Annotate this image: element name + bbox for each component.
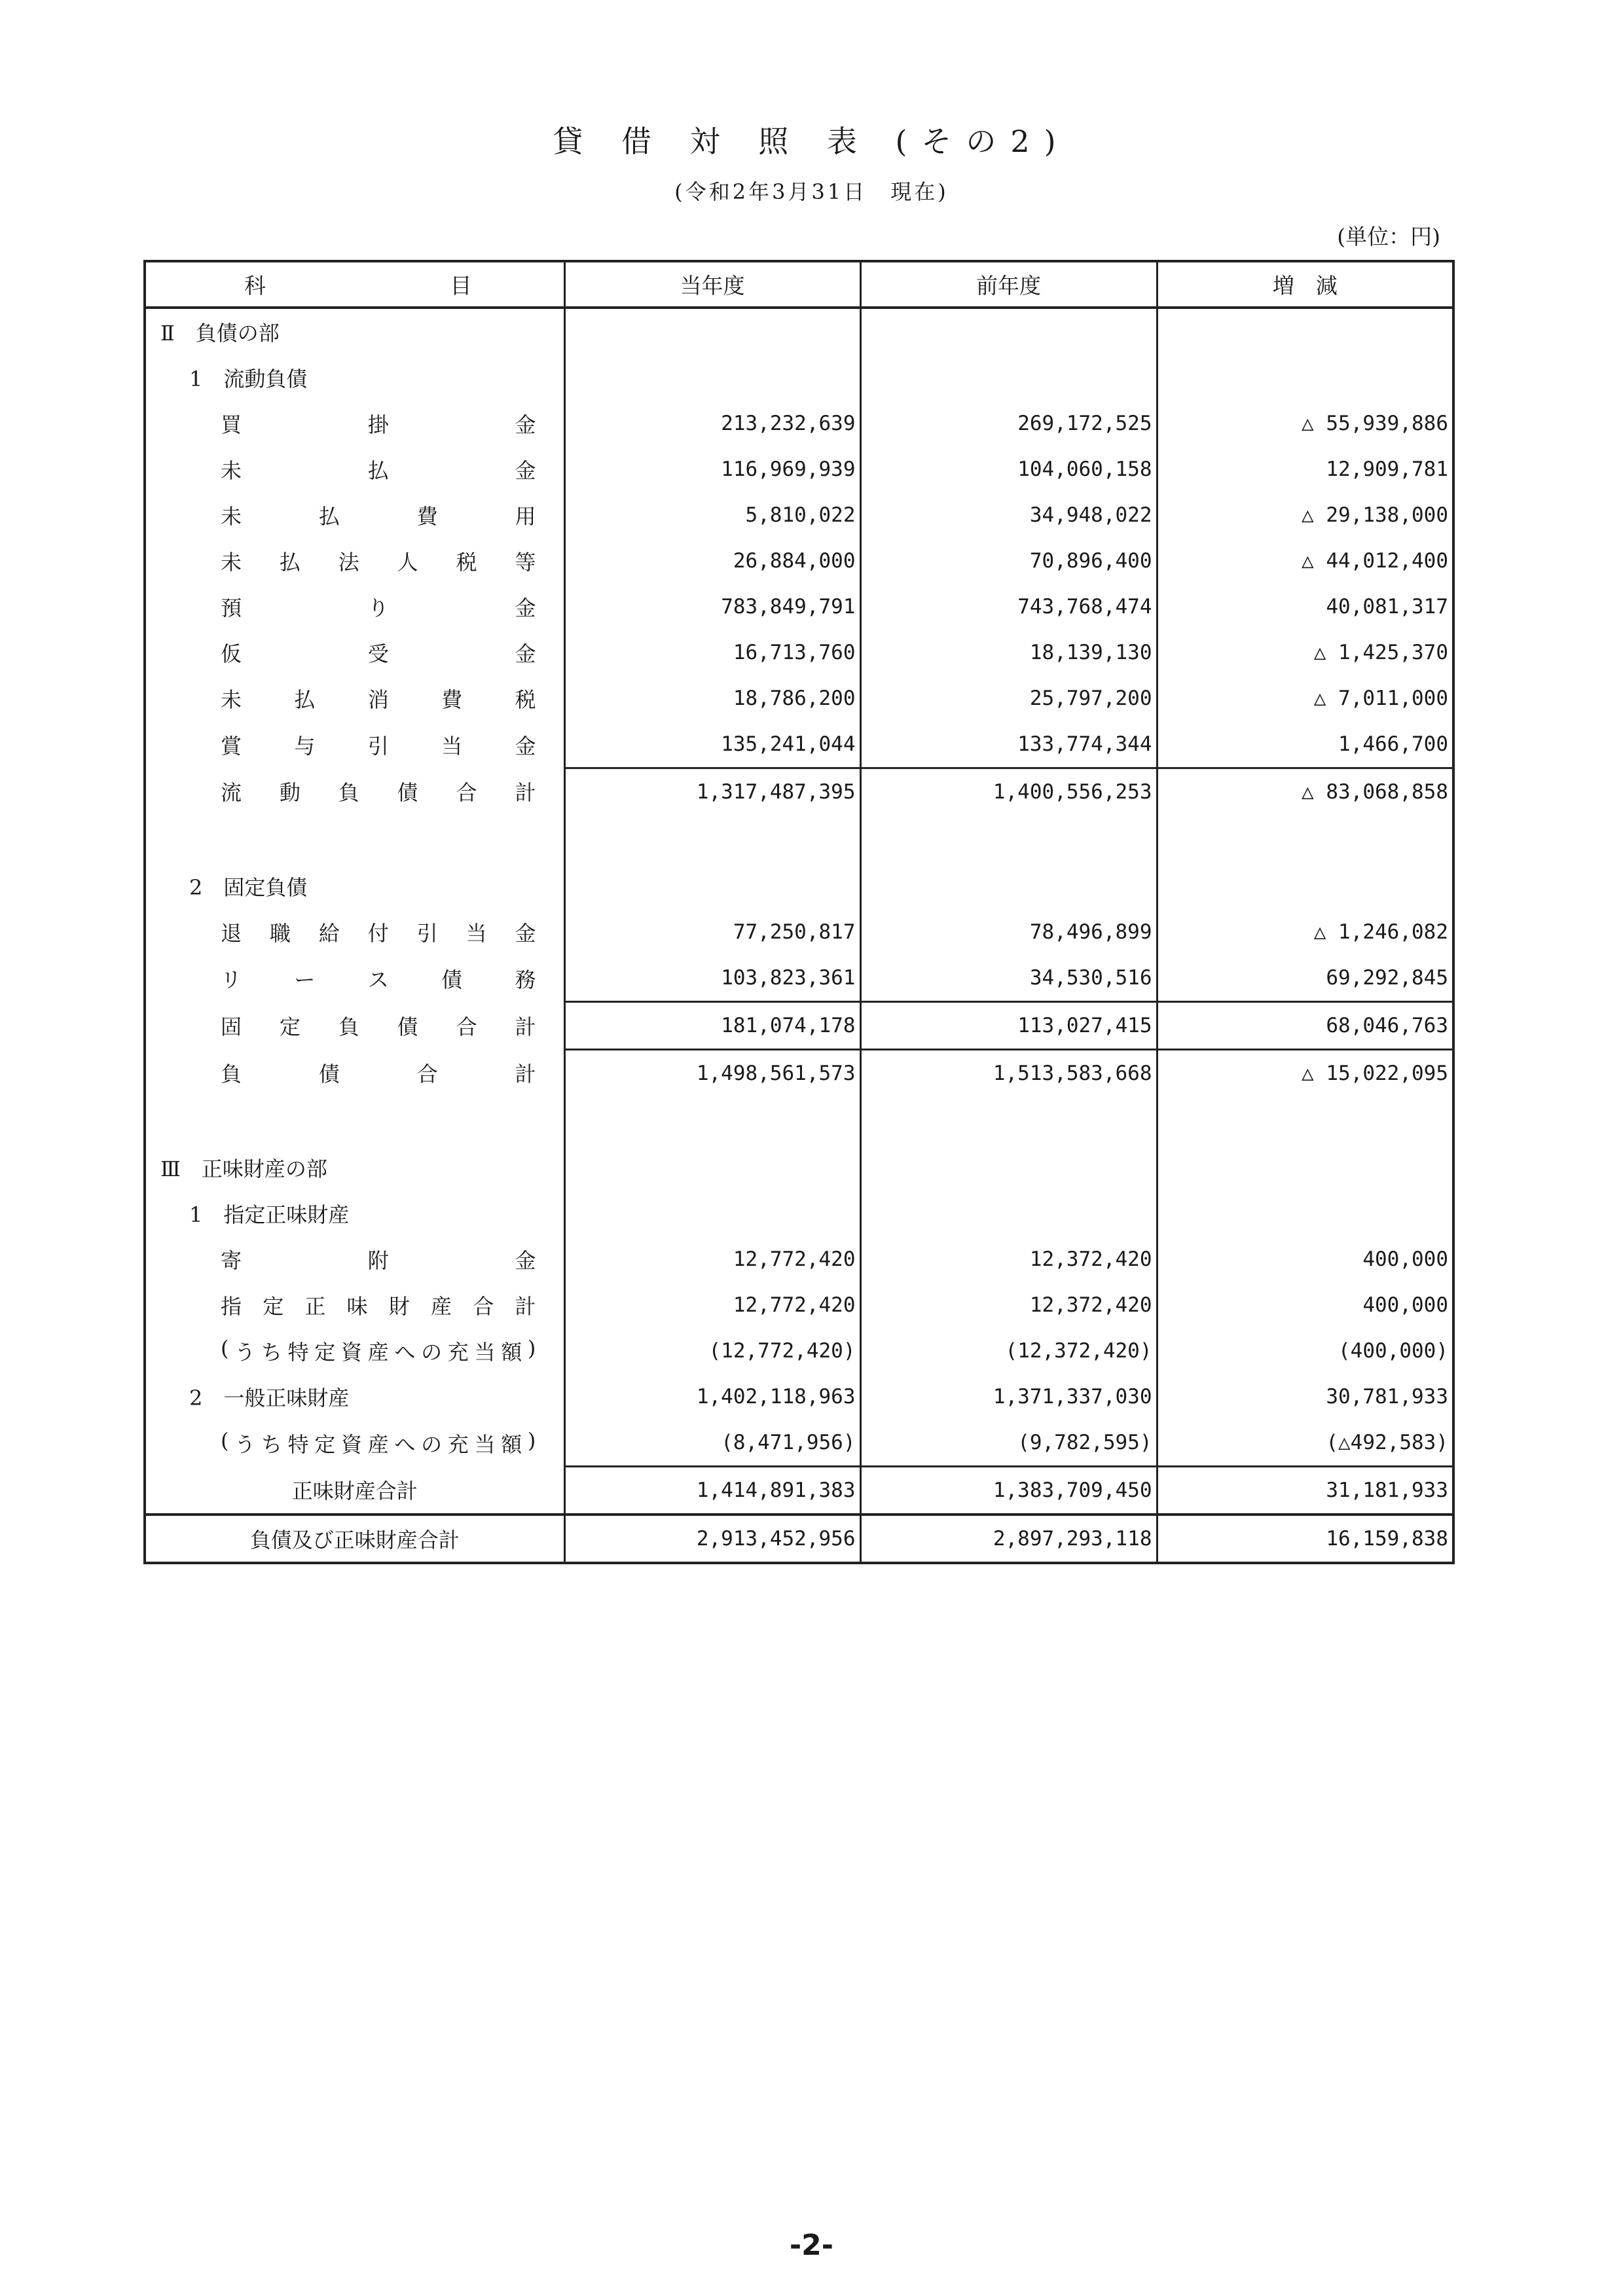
section-row — [145, 308, 1453, 355]
current-value: 135,241,044 — [564, 721, 860, 768]
empty-cell — [564, 1145, 860, 1191]
label-char: 預 — [221, 596, 242, 620]
subtotal-row-label — [146, 1290, 564, 1320]
empty-cell — [860, 1096, 1157, 1145]
label-char: 買 — [221, 412, 242, 437]
label-char: 定 — [279, 1014, 301, 1039]
current-value: 5,810,022 — [564, 492, 860, 538]
table-row-label — [146, 917, 564, 947]
table-row — [145, 721, 1453, 768]
change-value: 31,181,933 — [1157, 1467, 1453, 1515]
empty-cell — [564, 1096, 860, 1145]
empty-cell — [860, 1145, 1157, 1191]
label-char: 定 — [314, 1340, 336, 1365]
label-char: 計 — [515, 1062, 536, 1087]
change-value: △ 1,246,082 — [1157, 909, 1453, 955]
empty-cell — [860, 815, 1157, 863]
table-row-label — [146, 963, 564, 994]
label-char: 税 — [456, 550, 477, 575]
label-char: 金 — [515, 458, 536, 483]
previous-value: 25,797,200 — [860, 675, 1157, 721]
label-char: 定 — [263, 1294, 284, 1319]
subtotal-row-label — [146, 776, 564, 806]
label-char: 与 — [294, 733, 316, 759]
group-row — [145, 1374, 1453, 1420]
current-value: 16,713,760 — [564, 630, 860, 675]
label-char: 受 — [367, 641, 389, 666]
change-value: △ 29,138,000 — [1157, 492, 1453, 538]
label-char: 財 — [388, 1294, 410, 1319]
current-value: 1,402,118,963 — [564, 1374, 860, 1420]
subject-cell — [145, 1328, 564, 1374]
label-char: 資 — [340, 1431, 362, 1457]
current-value: 783,849,791 — [564, 584, 860, 630]
table-row — [145, 630, 1453, 675]
note-row-label — [146, 1336, 564, 1366]
label-char: 合 — [456, 1014, 477, 1039]
previous-value: 2,897,293,118 — [860, 1515, 1157, 1563]
label-char: 引 — [416, 921, 438, 946]
group-row — [145, 355, 1453, 401]
table-row-label — [146, 408, 564, 439]
empty-cell — [564, 1191, 860, 1236]
previous-value: 113,027,415 — [860, 1002, 1157, 1050]
label-char: 債 — [397, 1014, 418, 1039]
previous-value: 1,513,583,668 — [860, 1050, 1157, 1097]
header-row — [145, 261, 1453, 308]
label-char: 賞 — [221, 733, 242, 759]
subject-header-a: 科 — [244, 273, 266, 298]
change-value: 16,159,838 — [1157, 1515, 1453, 1563]
table-row — [145, 401, 1453, 446]
label-char: 金 — [515, 412, 536, 437]
table-row-label — [146, 637, 564, 668]
label-char: ( — [221, 1427, 229, 1453]
subject-cell — [145, 1374, 564, 1420]
previous-value: 104,060,158 — [860, 446, 1157, 492]
total-row — [145, 1467, 1453, 1515]
label-char: 合 — [416, 1062, 438, 1087]
note-row — [145, 1420, 1453, 1467]
section-row — [145, 1145, 1453, 1191]
current-value: 18,786,200 — [564, 675, 860, 721]
subtotal-row-label — [146, 1011, 564, 1041]
empty-cell — [1157, 308, 1453, 355]
change-value: △ 15,022,095 — [1157, 1050, 1453, 1097]
label-char: 寄 — [221, 1248, 242, 1273]
subject-cell — [145, 1467, 564, 1515]
table-body — [145, 308, 1453, 1563]
label-char: 負 — [221, 1062, 242, 1087]
previous-value: 1,383,709,450 — [860, 1467, 1157, 1515]
spacer-row — [145, 1096, 1453, 1145]
table-row — [145, 1236, 1453, 1282]
empty-cell — [860, 308, 1157, 355]
label-char: 産 — [367, 1431, 389, 1457]
label-char: 費 — [441, 687, 463, 712]
table-row — [145, 538, 1453, 584]
change-value: 40,081,317 — [1157, 584, 1453, 630]
table-row — [145, 675, 1453, 721]
current-value: 116,969,939 — [564, 446, 860, 492]
group-row — [145, 863, 1453, 909]
label-char: の — [421, 1431, 443, 1457]
change-value: 69,292,845 — [1157, 955, 1453, 1002]
label-char: 務 — [515, 967, 536, 992]
label-char: 正 — [304, 1294, 326, 1319]
table-row — [145, 584, 1453, 630]
document-title: 貸 借 対 照 表 (その2) — [553, 124, 1070, 159]
group-row — [145, 1191, 1453, 1236]
table-row-label — [146, 500, 564, 530]
subject-header-b: 目 — [450, 273, 472, 298]
change-value: 30,781,933 — [1157, 1374, 1453, 1420]
table-row — [145, 909, 1453, 955]
label-char: 等 — [515, 550, 536, 575]
previous-value: (9,782,595) — [860, 1420, 1157, 1467]
label-char: 退 — [221, 921, 242, 946]
previous-value: 70,896,400 — [860, 538, 1157, 584]
note-row — [145, 1328, 1453, 1374]
label-char: 人 — [397, 550, 418, 575]
label-char: 額 — [501, 1431, 522, 1457]
table-row-label — [146, 1244, 564, 1274]
label-char: ス — [367, 967, 389, 992]
subject-cell — [145, 308, 564, 355]
change-value: (△492,583) — [1157, 1420, 1453, 1467]
current-value: 1,498,561,573 — [564, 1050, 860, 1097]
label-char: 動 — [279, 780, 301, 806]
label-char: 金 — [515, 596, 536, 620]
label-char: 附 — [367, 1248, 389, 1273]
label-char: 当 — [474, 1431, 496, 1457]
previous-value: 18,139,130 — [860, 630, 1157, 675]
label-char: 付 — [367, 921, 389, 946]
current-value: 77,250,817 — [564, 909, 860, 955]
previous-value: 133,774,344 — [860, 721, 1157, 768]
table-row — [145, 492, 1453, 538]
subject-cell — [145, 401, 564, 446]
current-value: (8,471,956) — [564, 1420, 860, 1467]
label-char: 払 — [367, 458, 389, 483]
current-value: 1,414,891,383 — [564, 1467, 860, 1515]
empty-cell — [564, 815, 860, 863]
label-char: 合 — [473, 1294, 494, 1319]
label-char: 未 — [221, 550, 242, 575]
current-value: 26,884,000 — [564, 538, 860, 584]
label-char: ( — [221, 1336, 229, 1361]
empty-cell — [860, 863, 1157, 909]
change-header: 増 減 — [1157, 261, 1453, 308]
subject-cell — [145, 1236, 564, 1282]
label-char: の — [421, 1340, 443, 1365]
balance-sheet-table — [143, 260, 1455, 1564]
empty-cell — [860, 1191, 1157, 1236]
label-char: へ — [394, 1340, 416, 1365]
current-value: 103,823,361 — [564, 955, 860, 1002]
change-value: △ 7,011,000 — [1157, 675, 1453, 721]
label-char: 消 — [367, 687, 389, 712]
change-value: △ 83,068,858 — [1157, 768, 1453, 816]
table-row-label — [146, 683, 564, 713]
empty-cell — [1157, 863, 1453, 909]
label-char: ) — [527, 1336, 536, 1361]
label-char: 味 — [346, 1294, 368, 1319]
label-char: ち — [261, 1431, 282, 1457]
label-char: 金 — [515, 641, 536, 666]
total-row-label — [146, 1058, 564, 1088]
change-value: 12,909,781 — [1157, 446, 1453, 492]
empty-cell — [1157, 1096, 1453, 1145]
label-char: 仮 — [221, 641, 242, 666]
subject-header — [145, 261, 564, 308]
current-value: 12,772,420 — [564, 1236, 860, 1282]
label-char: ち — [261, 1340, 282, 1365]
label-char: 流 — [221, 780, 242, 806]
label-char: 当 — [465, 921, 487, 946]
subject-cell — [145, 1002, 564, 1050]
previous-value: 1,400,556,253 — [860, 768, 1157, 816]
empty-cell — [1157, 815, 1453, 863]
label-char: う — [234, 1431, 256, 1457]
label-char: 債 — [397, 780, 418, 806]
label-char: リ — [221, 967, 242, 992]
change-value: △ 44,012,400 — [1157, 538, 1453, 584]
change-value: 400,000 — [1157, 1282, 1453, 1328]
previous-value: 34,948,022 — [860, 492, 1157, 538]
table-row-label — [146, 454, 564, 484]
subtotal-row — [145, 768, 1453, 816]
change-value: 68,046,763 — [1157, 1002, 1453, 1050]
table-row — [145, 955, 1453, 1002]
current-value: 2,913,452,956 — [564, 1515, 860, 1563]
empty-cell — [860, 355, 1157, 401]
table-row-label — [146, 730, 564, 760]
label-char: ー — [294, 967, 316, 992]
label-char: 資 — [340, 1340, 362, 1365]
label-char: 税 — [515, 687, 536, 712]
current-year-header: 当年度 — [564, 261, 860, 308]
label-char: ) — [527, 1427, 536, 1453]
grand-total-row — [145, 1515, 1453, 1563]
previous-value: 12,372,420 — [860, 1282, 1157, 1328]
group-row-label: 2 固定負債 — [189, 875, 308, 900]
label-char: 負 — [338, 1014, 359, 1039]
previous-value: 78,496,899 — [860, 909, 1157, 955]
change-value: △ 55,939,886 — [1157, 401, 1453, 446]
current-value: 181,074,178 — [564, 1002, 860, 1050]
total-row-label: 正味財産合計 — [291, 1479, 418, 1504]
table-row-label — [146, 592, 564, 622]
label-char: 掛 — [367, 412, 389, 437]
section-row-label: Ⅲ 正味財産の部 — [160, 1157, 327, 1181]
subject-cell — [145, 1050, 564, 1097]
change-value: 400,000 — [1157, 1236, 1453, 1282]
subject-cell — [145, 446, 564, 492]
previous-value: 34,530,516 — [860, 955, 1157, 1002]
label-char: 金 — [515, 921, 536, 946]
subject-cell — [145, 955, 564, 1002]
label-char: 合 — [456, 780, 477, 806]
label-char: 特 — [287, 1340, 309, 1365]
subject-cell — [145, 1420, 564, 1467]
previous-value: 1,371,337,030 — [860, 1374, 1157, 1420]
empty-cell — [564, 863, 860, 909]
label-char: 払 — [279, 550, 301, 575]
label-char: 法 — [338, 550, 359, 575]
previous-value: 269,172,525 — [860, 401, 1157, 446]
previous-value: 743,768,474 — [860, 584, 1157, 630]
subject-cell — [145, 630, 564, 675]
label-char: 負 — [338, 780, 359, 806]
subject-cell — [145, 538, 564, 584]
label-char: 未 — [221, 458, 242, 483]
section-row-label: Ⅱ 負債の部 — [160, 321, 280, 346]
label-char: へ — [394, 1431, 416, 1457]
spacer-row — [145, 815, 1453, 863]
subject-cell — [145, 355, 564, 401]
label-char: 債 — [441, 967, 463, 992]
subject-cell — [145, 1282, 564, 1328]
grand-total-row-label: 負債及び正味財産合計 — [249, 1528, 460, 1552]
label-char: う — [234, 1340, 256, 1365]
label-char: 金 — [515, 1248, 536, 1273]
subject-cell — [145, 1515, 564, 1563]
table-row-label — [146, 546, 564, 576]
page-number: -2- — [789, 2229, 834, 2262]
change-value: (400,000) — [1157, 1328, 1453, 1374]
current-value: (12,772,420) — [564, 1328, 860, 1374]
label-char: 当 — [474, 1340, 496, 1365]
group-row-label: 2 一般正味財産 — [189, 1386, 350, 1410]
empty-cell — [564, 308, 860, 355]
label-char: 職 — [269, 921, 291, 946]
previous-value: 12,372,420 — [860, 1236, 1157, 1282]
subtotal-row — [145, 1002, 1453, 1050]
subject-cell — [145, 768, 564, 816]
subject-cell — [145, 721, 564, 768]
change-value: △ 1,425,370 — [1157, 630, 1453, 675]
label-char: 金 — [515, 733, 536, 759]
label-char: 用 — [515, 504, 536, 529]
label-char: 特 — [287, 1431, 309, 1457]
document-date: (令和2年3月31日 現在) — [674, 179, 949, 204]
label-char: 充 — [447, 1340, 469, 1365]
subject-cell — [145, 1191, 564, 1236]
empty-cell — [145, 1096, 564, 1145]
label-char: 充 — [447, 1431, 469, 1457]
total-row — [145, 1050, 1453, 1097]
empty-cell — [1157, 355, 1453, 401]
subject-cell — [145, 1145, 564, 1191]
group-row-label: 1 指定正味財産 — [189, 1202, 350, 1227]
subject-cell — [145, 909, 564, 955]
subject-cell — [145, 675, 564, 721]
label-char: 払 — [294, 687, 316, 712]
change-value: 1,466,700 — [1157, 721, 1453, 768]
subject-cell — [145, 584, 564, 630]
empty-cell — [1157, 1145, 1453, 1191]
current-value: 1,317,487,395 — [564, 768, 860, 816]
table-row — [145, 446, 1453, 492]
empty-cell — [145, 815, 564, 863]
previous-value: (12,372,420) — [860, 1328, 1157, 1374]
label-char: 計 — [515, 1294, 536, 1319]
empty-cell — [564, 355, 860, 401]
subject-cell — [145, 863, 564, 909]
label-char: 産 — [431, 1294, 452, 1319]
empty-cell — [1157, 1191, 1453, 1236]
label-char: 給 — [318, 921, 340, 946]
label-char: 額 — [501, 1340, 522, 1365]
unit-label: (単位：円) — [1337, 224, 1440, 249]
label-char: 当 — [441, 733, 463, 759]
label-char: 計 — [515, 1014, 536, 1039]
group-row-label: 1 流動負債 — [189, 367, 308, 391]
current-value: 12,772,420 — [564, 1282, 860, 1328]
label-char: 定 — [314, 1431, 336, 1457]
label-char: 引 — [367, 733, 389, 759]
label-char: 計 — [515, 780, 536, 806]
label-char: 産 — [367, 1340, 389, 1365]
subtotal-row — [145, 1282, 1453, 1328]
label-char: 固 — [221, 1014, 242, 1039]
current-value: 213,232,639 — [564, 401, 860, 446]
label-char: 債 — [318, 1062, 340, 1087]
note-row-label — [146, 1428, 564, 1458]
label-char: 未 — [221, 687, 242, 712]
subject-cell — [145, 492, 564, 538]
label-char: り — [367, 596, 389, 620]
label-char: 費 — [416, 504, 438, 529]
previous-year-header: 前年度 — [860, 261, 1157, 308]
label-char: 指 — [221, 1294, 242, 1319]
label-char: 未 — [221, 504, 242, 529]
label-char: 払 — [318, 504, 340, 529]
